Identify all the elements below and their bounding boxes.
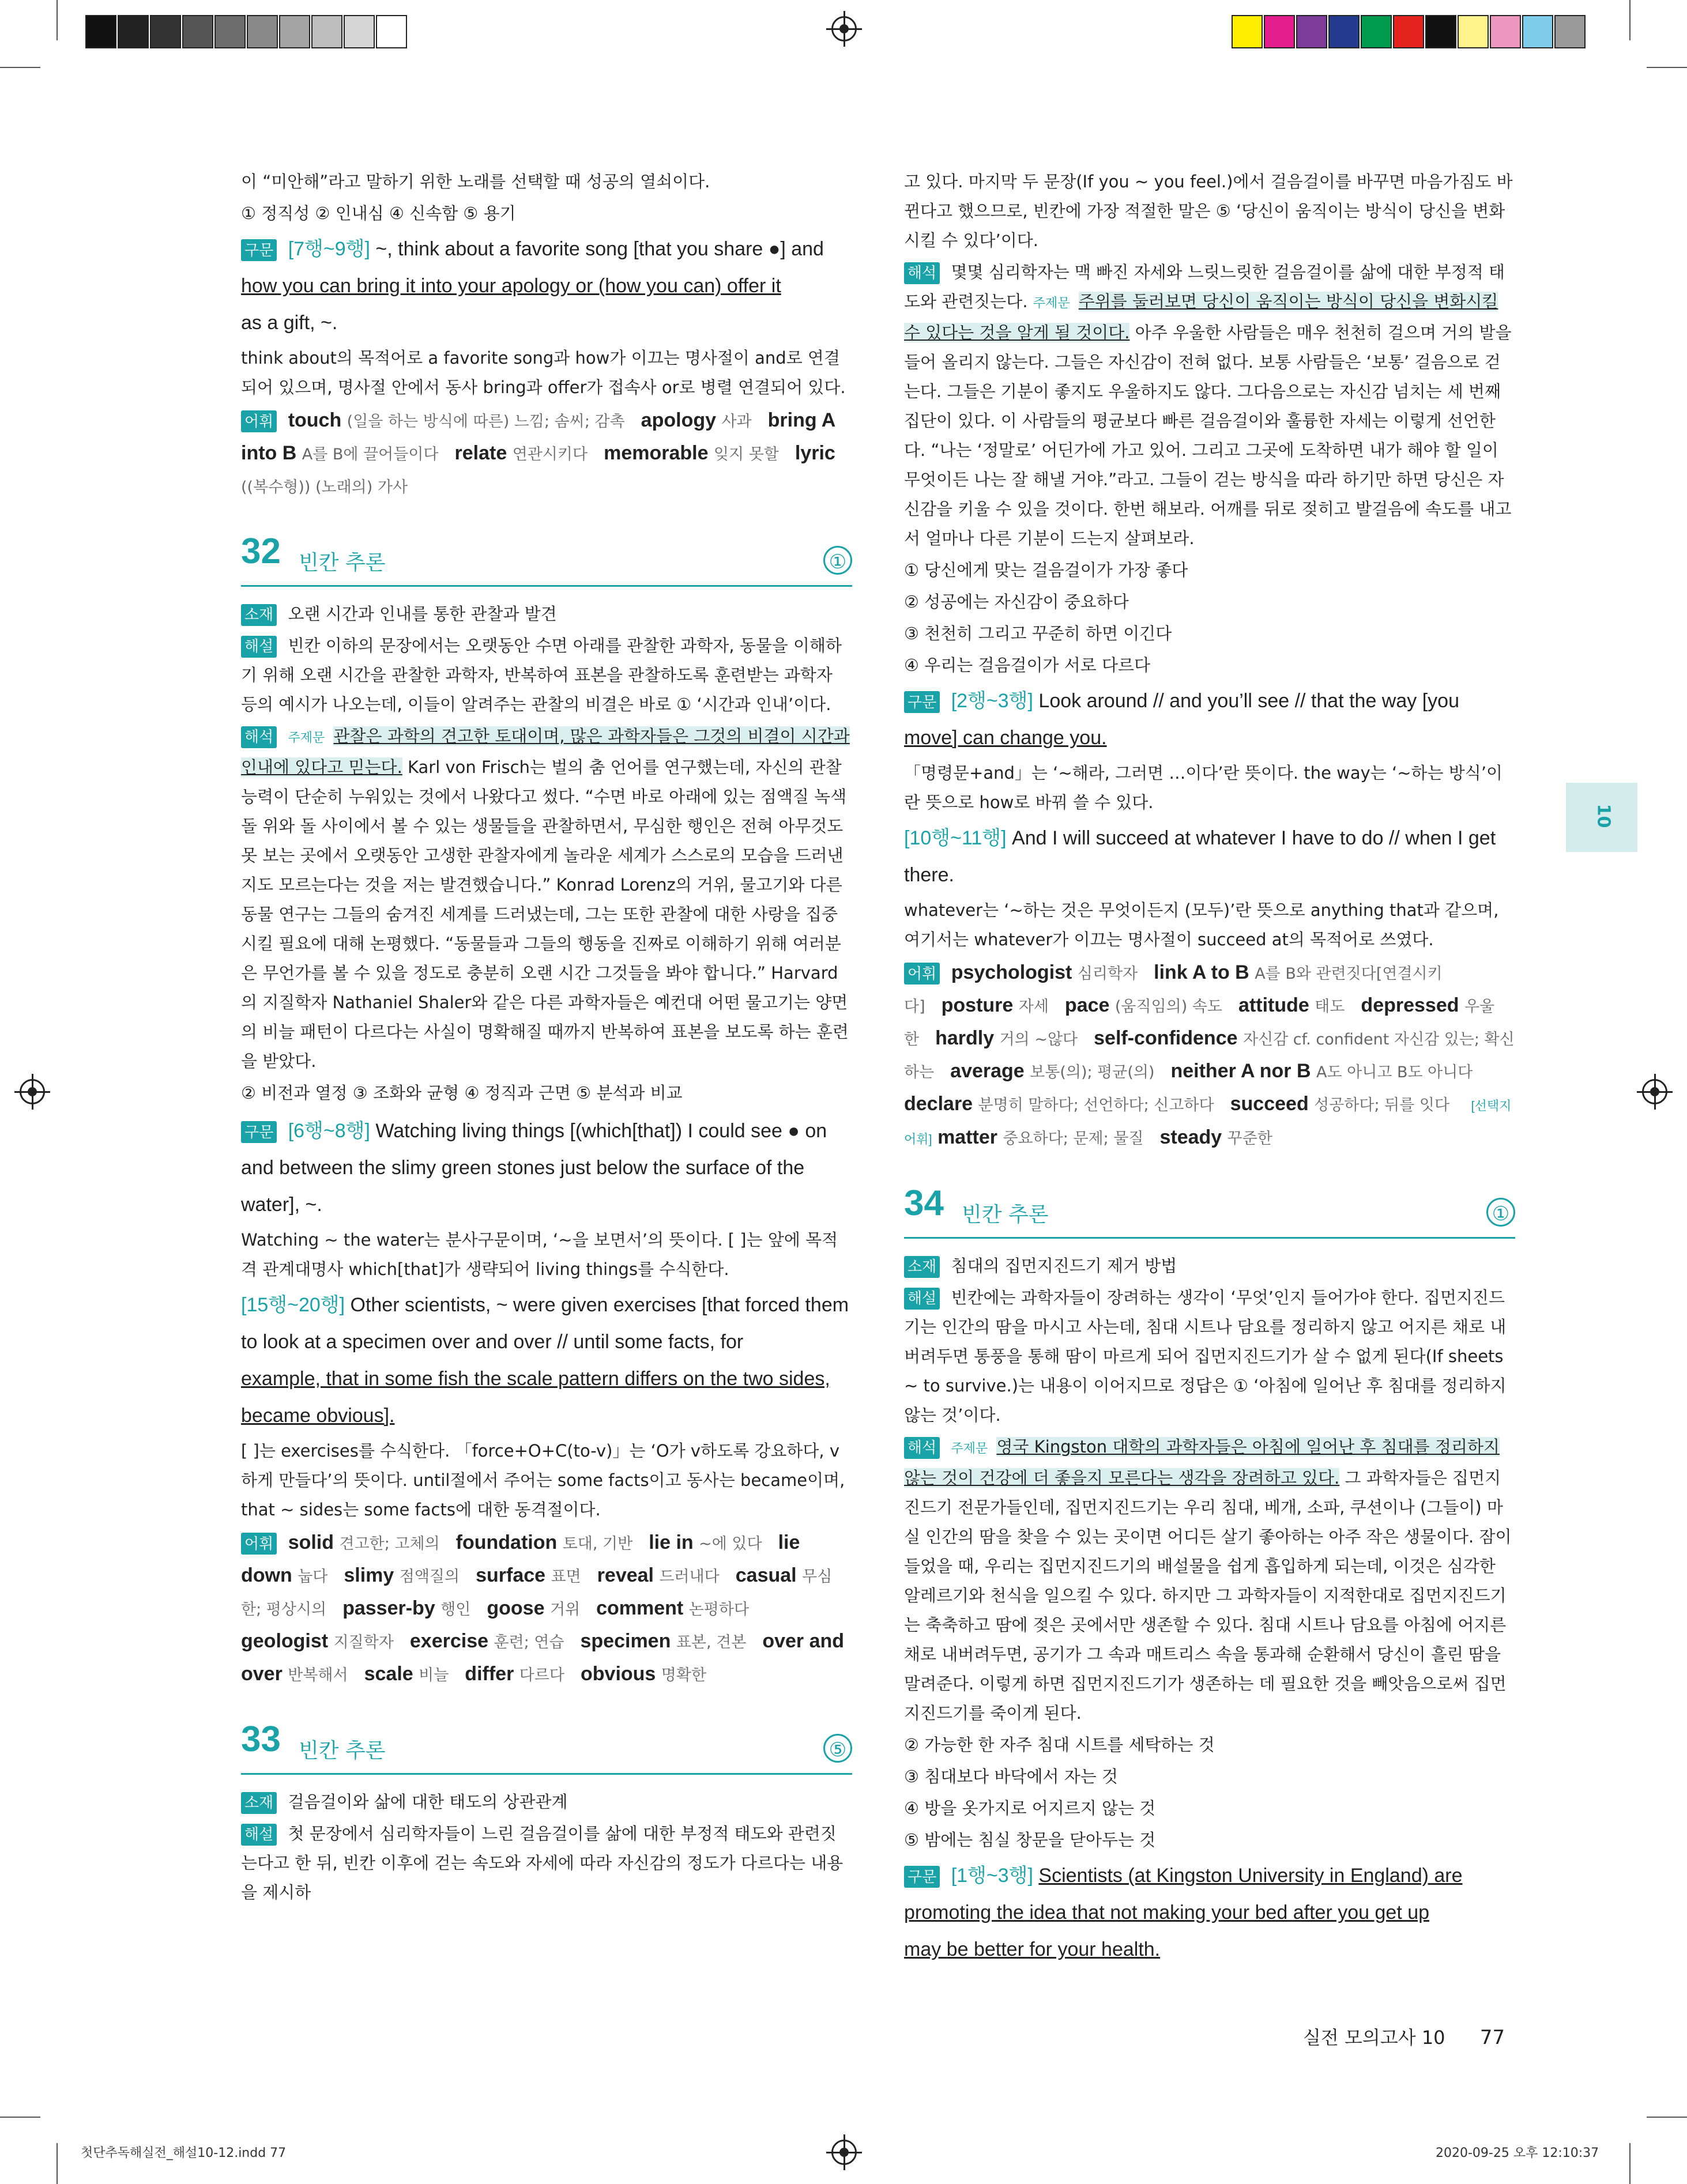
vocab-meaning: 표본, 견본 <box>676 1634 747 1651</box>
color-swatch <box>344 15 375 48</box>
answer-badge: ① <box>823 546 852 575</box>
vocab-word: scale <box>364 1663 419 1685</box>
vocab-word: differ <box>465 1663 519 1685</box>
topic-text: 침대의 집먼지진드기 제거 방법 <box>951 1256 1177 1276</box>
crop-mark <box>1629 0 1630 40</box>
series-name: 실전 모의고사 10 <box>1303 2027 1445 2049</box>
vocab-list <box>241 1532 844 1685</box>
grammar-explanation: [ ]는 exercises를 수식한다. 「force+O+C(to-v)」는 ‘O가 v하도록 강요하다, v하게 만들다’의 뜻이다. until절에서 주어는 some facts이고 동사는 became이며, that ~ sides는 some facts에 대한 동격절이다. <box>241 1441 845 1519</box>
vocab-meaning: 자세 <box>1018 998 1049 1016</box>
vocab-meaning: ((복수형)) (노래의) 가사 <box>241 478 408 496</box>
gumun-label: 구문 <box>904 1866 940 1888</box>
choice-item: ③ 침대보다 바닥에서 자는 것 <box>904 1767 1119 1786</box>
color-swatch <box>1264 15 1295 48</box>
line-reference: [1행~3행] <box>951 1865 1033 1887</box>
vocab-word: depressed <box>1361 994 1464 1016</box>
vocab-word: reveal <box>597 1564 660 1586</box>
topic-line <box>241 599 852 629</box>
choice-item: ③ 천천히 그리고 꾸준히 하면 이긴다 <box>904 624 1172 643</box>
vocab-word: casual <box>735 1564 803 1586</box>
vocab-meaning: 지질학자 <box>333 1634 394 1651</box>
color-swatch <box>1554 15 1586 48</box>
right-column <box>904 167 1515 1970</box>
vocab-meaning: 잊지 못할 <box>713 446 779 463</box>
registration-mark-icon <box>1642 1079 1667 1104</box>
choice-item: ① 당신에게 맞는 걸음걸이가 가장 좋다 <box>904 560 1188 580</box>
vocab-block <box>241 1527 852 1691</box>
vocab-word: lie in <box>649 1532 699 1553</box>
translation-text: 그 과학자들은 집먼지진드기 전문가들인데, 집먼지진드기는 우리 침대, 베개, 소파, 쿠션이나 (그들이) 마실 인간의 땀을 찾을 수 있는 곳이면 어디든 살기 좋아하는 아주 작은 생물이다. 잠이 들었을 때, 우리는 집먼지진드기의 배설물을 쉽게 흡입하게 되는데, 이것은 심각한 알레르기와 천식을 일으킬 수 있다. 하지만 그 과학자들이 지적한대로 집먼지진드기는 축축하고 땀에 젖은 곳에서만 생존할 수 있다. 침대 시트나 담요를 아침에 어지른 채로 내버려두면, 공기가 그 속과 매트리스 속을 통과해 순환해서 당신이 흘린 땀을 말려준다. 이렇게 하면 집먼지진드기가 생존하는 데 필요한 것을 빼앗음으로써 집먼지진드기를 죽이게 된다. <box>904 1468 1512 1723</box>
sojae-label: 소재 <box>241 604 277 626</box>
choice-item: ② 성공에는 자신감이 중요하다 <box>904 592 1129 612</box>
color-swatch <box>1328 15 1360 48</box>
vocab-word: steady <box>1159 1126 1227 1148</box>
vocab-meaning: 성공하다; 뒤를 잇다 <box>1314 1096 1450 1114</box>
vocab-list <box>937 1126 1289 1148</box>
vocab-word: neither A nor B <box>1170 1060 1316 1082</box>
line-reference: [15행~20행] <box>241 1294 345 1316</box>
vocab-word: average <box>950 1060 1030 1082</box>
vocab-list <box>904 961 1515 1115</box>
color-swatch <box>182 15 213 48</box>
vocab-word: specimen <box>580 1630 676 1652</box>
color-swatch <box>1522 15 1553 48</box>
haeseok-label: 해석 <box>904 1437 940 1459</box>
explanation-text: 첫 문장에서 심리학자들이 느린 걸음걸이를 삶에 대한 부정적 태도와 관련짓는다고 한 뒤, 빈칸 이후에 걷는 속도와 자세에 따라 자신감의 정도가 다르다는 내용을 제시하 <box>241 1824 843 1902</box>
vocab-meaning: 드러내다 <box>659 1568 720 1586</box>
vocab-word: over and over <box>241 1630 845 1685</box>
line-reference: [6행~8행] <box>288 1120 370 1142</box>
gumun-block <box>904 682 1515 756</box>
sentence-line: ~, think about a favorite song [that you share ●] and <box>375 238 824 260</box>
vocab-word: surface <box>476 1564 551 1586</box>
vocab-label: 어휘 <box>904 963 940 985</box>
gumun-block <box>241 231 852 341</box>
vocab-meaning: 비늘 <box>419 1666 449 1684</box>
gumun-block <box>241 1112 852 1223</box>
question-header <box>241 1719 852 1775</box>
explanation <box>241 631 852 719</box>
sentence-line: promoting the idea that not making your bed after you get up <box>904 1902 1430 1923</box>
topic-sentence: 영국 Kingston 대학의 과학자들은 아침에 일어난 후 침대를 정리하지 않는 것이 건강에 더 좋을지 모른다는 생각을 장려하고 있다. <box>904 1437 1500 1488</box>
sentence-line: move] can change you. <box>904 727 1107 749</box>
vocab-word: exercise <box>409 1630 494 1652</box>
gumun-label: 구문 <box>241 1121 277 1143</box>
translation <box>904 1432 1515 1728</box>
vocab-word: touch <box>288 409 347 431</box>
vocab-meaning: 견고한; 고체의 <box>339 1535 440 1553</box>
translation-text: 몇몇 심리학자는 맥 빠진 자세와 느릿느릿한 걸음걸이를 삶에 대한 부정적 태도와 관련짓는다. <box>904 262 1505 311</box>
sentence-line: example, that in some fish the scale pattern differs on the two sides, <box>241 1368 830 1390</box>
vocab-word: obvious <box>581 1663 661 1685</box>
question-header <box>904 1183 1515 1239</box>
page-footer <box>1303 2023 1505 2050</box>
vocab-meaning: 꾸준한 <box>1227 1130 1272 1148</box>
explanation <box>241 1819 852 1907</box>
topic-sentence-label: 주제문 <box>951 1442 988 1456</box>
color-swatch <box>1425 15 1456 48</box>
crop-mark <box>57 0 58 40</box>
vocab-meaning: 태도 <box>1315 998 1345 1016</box>
topic-text: 걸음걸이와 삶에 대한 태도의 상관관계 <box>288 1792 568 1812</box>
explanation-text: 빈칸 이하의 문장에서는 오랫동안 수면 아래를 관찰한 과학자, 동물을 이해하기 위해 오랜 시간을 관찰한 과학자, 반복하여 표본을 관찰하도록 훈련받는 과학자 등의 예시가 나오는데, 이들이 알려주는 관찰의 비결은 바로 ① ‘시간과 인내’이다. <box>241 636 842 714</box>
translation <box>904 258 1515 553</box>
sentence-line: Other scientists, ~ were given exercises [that forced them to look at a specimen over and over // until some facts, for <box>241 1294 849 1353</box>
page-number: 77 <box>1479 2026 1505 2049</box>
vocab-meaning: 무심한; 평상시의 <box>241 1568 833 1619</box>
color-swatch <box>1296 15 1327 48</box>
topic-sentence: 관찰은 과학의 견고한 토대이며, 많은 과학자들은 그것의 비결이 시간과 인내에 있다고 믿는다. <box>241 726 850 777</box>
sentence-line: how you can bring it into your apology or (how you can) offer it <box>241 275 781 297</box>
sentence-line: Look around // and you’ll see // that the way [you <box>1038 690 1459 712</box>
vocab-meaning: 거위 <box>549 1601 581 1619</box>
vocab-meaning: 거의 ~않다 <box>999 1031 1078 1048</box>
vocab-word: foundation <box>455 1532 563 1553</box>
translation-text: Karl von Frisch는 벌의 춤 언어를 연구했는데, 자신의 관찰 능력이 단순히 누워있는 것에서 나왔다고 썼다. “수면 바로 아래에 있는 점액질 녹색 돌 위와 돌 사이에서 볼 수 있는 생물들을 관찰하면서, 무심한 행인은 전혀 아무것도 못 보는 곳에서 오랫동안 고생한 관찰자에게 놀라운 세계가 스스로의 모습을 드러낸지도 모르는다는 것을 저는 발견했습니다.” Konrad Lorenz의 거위, 물고기와 다른 동물 연구는 그들의 숨겨진 세계를 드러냈는데, 그는 또한 관찰에 대한 사랑을 집중시킬 필요에 대해 논평했다. “동물들과 그들의 행동을 진짜로 이해하기 위해 여러분은 무언가를 볼 수 있을 정도로 충분히 오랜 시간 그것들을 봐야 합니다.” Harvard의 지질학자 Nathaniel Shaler와 같은 다른 과학자들은 예컨대 어떤 물고기는 양면의 비늘 패턴이 다르다는 사실이 명확해질 때까지 반복하여 표본을 보도록 하는 훈련을 받았다. <box>241 757 849 1071</box>
answer-badge: ① <box>1486 1198 1515 1227</box>
color-swatch <box>118 15 149 48</box>
gumun-block <box>904 820 1515 893</box>
gumun-label: 구문 <box>904 691 940 713</box>
vocab-block <box>241 405 852 503</box>
gumun-block <box>904 1857 1515 1968</box>
color-swatch <box>150 15 181 48</box>
vocab-word: solid <box>288 1532 340 1553</box>
crop-mark <box>1647 2117 1687 2118</box>
vocab-meaning: A도 아니고 B도 아니다 <box>1316 1063 1473 1081</box>
vocab-meaning: 토대, 기반 <box>562 1535 633 1553</box>
registration-mark-icon <box>831 16 857 42</box>
translation <box>241 722 852 1076</box>
vocab-meaning: (일을 하는 방식에 따른) 느낌; 솜씨; 감촉 <box>347 413 625 431</box>
vocab-block <box>904 957 1515 1155</box>
color-swatch <box>311 15 342 48</box>
line-reference: [10행~11행] <box>904 827 1007 849</box>
choices: ② 비전과 열정 ③ 조화와 균형 ④ 정직과 근면 ⑤ 분석과 비교 <box>241 1083 683 1103</box>
registration-mark-icon <box>20 1079 45 1104</box>
color-swatch <box>1490 15 1521 48</box>
haeseol-label: 해설 <box>241 636 277 658</box>
vocab-word: attitude <box>1238 994 1315 1016</box>
color-swatch <box>376 15 407 48</box>
explanation-continued: 고 있다. 마지막 두 문장(If you ~ you feel.)에서 걸음걸이를 바꾸면 마음가짐도 바뀐다고 했으므로, 빈칸에 가장 적절한 말은 ⑤ ‘당신이 움직이는 방식이 당신을 변화시킬 수 있다’이다. <box>904 172 1513 250</box>
sentence-line: Scientists (at Kingston University in England) are <box>1038 1865 1463 1887</box>
vocab-meaning: 보통(의); 평균(의) <box>1030 1063 1155 1081</box>
left-column <box>241 167 852 1910</box>
sentence-line: Watching living things [(which[that]) I could see ● on and between the slimy green stones just below the surface of the water], ~. <box>241 1120 827 1216</box>
vocab-word: relate <box>454 442 513 464</box>
question-number: 34 <box>904 1183 944 1223</box>
color-swatch <box>85 15 116 48</box>
topic-line <box>904 1251 1515 1281</box>
topic-sentence: 주위를 둘러보면 당신이 움직이는 방식이 당신을 변화시킬 수 있다는 것을 알게 될 것이다. <box>904 292 1498 342</box>
line-reference: [7행~9행] <box>288 238 370 260</box>
vocab-word: declare <box>904 1093 978 1115</box>
print-slug-right: 2020-09-25 오후 12:10:37 <box>1436 2146 1599 2160</box>
color-swatch <box>279 15 310 48</box>
grammar-explanation: whatever는 ‘~하는 것은 무엇이든지 (모두)’란 뜻으로 anything that과 같으며, 여기서는 whatever가 이끄는 명사절이 succeed at의 목적어로 쓰였다. <box>904 900 1499 949</box>
color-swatch <box>247 15 278 48</box>
vocab-meaning: A를 B에 끌어들이다 <box>302 446 439 463</box>
vocab-meaning: 사과 <box>721 413 752 431</box>
sentence-line: And I will succeed at whatever I have to do // when I get there. <box>904 827 1496 886</box>
vocab-word: geologist <box>241 1630 334 1652</box>
vocab-label: 어휘 <box>241 410 277 432</box>
vocab-word: passer-by <box>342 1597 441 1619</box>
sentence-line: became obvious]. <box>241 1405 395 1427</box>
vocab-word: succeed <box>1230 1093 1315 1115</box>
haeseol-label: 해설 <box>904 1288 940 1310</box>
vocab-meaning: 행인 <box>440 1601 471 1619</box>
topic-sentence-label: 주제문 <box>288 731 325 745</box>
intro-line: 이 “미안해”라고 말하기 위한 노래를 선택할 때 성공의 열쇠이다. <box>241 172 710 191</box>
color-swatch <box>1361 15 1392 48</box>
vocab-meaning: A를 B와 관련짓다[연결시키다] <box>904 965 1443 1016</box>
grammar-explanation: 「명령문+and」는 ‘~해라, 그러면 …이다’란 뜻이다. the way는 ‘~하는 방식’이란 뜻으로 how로 바꿔 쓸 수 있다. <box>904 763 1503 812</box>
explanation <box>904 1283 1515 1430</box>
vocab-list <box>241 409 835 497</box>
question-type: 빈칸 추론 <box>962 1203 1049 1227</box>
vocab-meaning: 다르다 <box>519 1666 564 1684</box>
question-number: 32 <box>241 531 281 571</box>
vocab-meaning: 눕다 <box>298 1568 328 1586</box>
vocab-word: posture <box>941 994 1019 1016</box>
translation-text: 아주 우울한 사람들은 매우 천천히 걸으며 거의 발을 들어 올리지 않는다. 그들은 자신감이 전혀 없다. 보통 사람들은 ‘보통’ 걸음으로 걷는다. 그들은 기분이 좋지도 우울하지도 않다. 그다음으로는 자신감 넘치는 세 번째 집단이 있다. 이 사람들의 평균보다 빠른 걸음걸이와 훌륭한 자세는 이렇게 선언한다. “나는 ‘정말로’ 어딘가에 가고 있어. 그리고 그곳에 도착하면 내가 해야 할 일이 무엇이든 나는 잘 해낼 거야.”라고. 그들이 걷는 방식을 따라 하기만 하면 당신은 자신감을 키울 수 있을 것이다. 한번 해보라. 어깨를 뒤로 젖히고 발걸음에 속도를 내고서 얼마나 다른 기분이 드는지 살펴보라. <box>904 323 1512 548</box>
choice-item: ④ 우리는 걸음걸이가 서로 다르다 <box>904 655 1151 675</box>
registration-mark-icon <box>831 2140 857 2165</box>
crop-mark <box>0 2117 40 2118</box>
question-type: 빈칸 추론 <box>299 1739 386 1763</box>
vocab-word: psychologist <box>951 961 1078 983</box>
sentence-line: as a gift, ~. <box>241 312 338 334</box>
vocab-meaning: 분명히 말하다; 선언하다; 신고하다 <box>978 1096 1214 1114</box>
sojae-label: 소재 <box>904 1256 940 1278</box>
gumun-label: 구문 <box>241 239 277 261</box>
crop-mark <box>1647 67 1687 68</box>
vocab-meaning: 반복해서 <box>288 1666 348 1684</box>
color-swatch <box>1458 15 1489 48</box>
vocab-word: slimy <box>344 1564 400 1586</box>
vocab-word: hardly <box>935 1027 1000 1049</box>
choice-item: ⑤ 밤에는 침실 창문을 닫아두는 것 <box>904 1830 1156 1850</box>
gumun-block <box>241 1287 852 1434</box>
haeseok-label: 해석 <box>241 726 277 748</box>
vocab-meaning: 훈련; 연습 <box>494 1634 564 1651</box>
vocab-meaning: 자신감 cf. confident 자신감 있는; 확신하는 <box>904 1031 1515 1081</box>
color-swatch <box>1232 15 1263 48</box>
haeseok-label: 해석 <box>904 262 940 284</box>
chapter-side-tab: 10 <box>1566 783 1637 852</box>
choice-item: ④ 방을 옷가지로 어지르지 않는 것 <box>904 1798 1156 1818</box>
topic-text: 오랜 시간과 인내를 통한 관찰과 발견 <box>288 604 557 624</box>
grammar-explanation: think about의 목적어로 a favorite song과 how가 이끄는 명사절이 and로 연결되어 있으며, 명사절 안에서 동사 bring과 offer가 접속사 or로 병렬 연결되어 있다. <box>241 348 846 397</box>
line-reference: [2행~3행] <box>951 690 1033 712</box>
vocab-meaning: (움직임의) 속도 <box>1114 998 1223 1016</box>
vocab-word: bring A into B <box>241 409 835 464</box>
crop-mark <box>1629 2143 1630 2184</box>
crop-mark <box>0 67 40 68</box>
vocab-meaning: 논평하다 <box>688 1601 750 1619</box>
choices-list <box>904 1730 1515 1855</box>
vocab-word: comment <box>596 1597 689 1619</box>
sojae-label: 소재 <box>241 1792 277 1814</box>
question-type: 빈칸 추론 <box>299 551 386 575</box>
topic-sentence-label: 주제문 <box>1033 296 1070 311</box>
vocab-word: matter <box>937 1126 1003 1148</box>
vocab-word: self-confidence <box>1094 1027 1243 1049</box>
print-slug-left: 첫단추독해실전_해설10-12.indd 77 <box>81 2146 287 2160</box>
vocab-word: lie down <box>241 1532 800 1586</box>
vocab-word: link A to B <box>1154 961 1255 983</box>
vocab-word: apology <box>641 409 722 431</box>
choices-list <box>904 556 1515 680</box>
vocab-meaning: ~에 있다 <box>699 1535 762 1553</box>
question-header <box>241 531 852 587</box>
vocab-meaning: 연관시키다 <box>512 446 588 463</box>
vocab-meaning: 표면 <box>551 1568 581 1586</box>
answer-badge: ⑤ <box>823 1734 852 1763</box>
vocab-meaning: 점액질의 <box>399 1568 460 1586</box>
vocab-word: goose <box>487 1597 550 1619</box>
vocab-word: lyric <box>794 442 835 464</box>
topic-line <box>241 1787 852 1817</box>
vocab-meaning: 명확한 <box>661 1666 707 1684</box>
crop-mark <box>57 2143 58 2184</box>
intro-choices: ① 정직성 ② 인내심 ④ 신속함 ⑤ 용기 <box>241 203 516 223</box>
grammar-explanation: Watching ~ the water는 분사구문이며, ‘~을 보면서’의 뜻이다. [ ]는 앞에 목적격 관계대명사 which[that]가 생략되어 living things를 수식한다. <box>241 1230 838 1279</box>
color-swatch <box>1393 15 1424 48</box>
vocab-word: pace <box>1064 994 1115 1016</box>
choice-vocab-label: [선택지 어휘] <box>904 1099 1512 1146</box>
question-number: 33 <box>241 1719 281 1759</box>
vocab-word: memorable <box>604 442 714 464</box>
sentence-line: may be better for your health. <box>904 1938 1161 1960</box>
explanation-text: 빈칸에는 과학자들이 장려하는 생각이 ‘무엇’인지 들어가야 한다. 집먼지진드기는 인간의 땀을 마시고 사는데, 침대 시트나 담요를 정리하지 않고 어지른 채로 내버려두면 통풍을 통해 땀이 마르게 되어 집먼지진드기가 살 수 없게 된다(If sheets ~ to survive.)는 내용이 이어지므로 정답은 ① ‘아침에 일어난 후 침대를 정리하지 않는 것’이다. <box>904 1288 1507 1425</box>
vocab-label: 어휘 <box>241 1533 277 1555</box>
haeseol-label: 해설 <box>241 1824 277 1846</box>
vocab-meaning: 심리학자 <box>1077 965 1138 983</box>
color-swatch <box>214 15 246 48</box>
vocab-meaning: 중요하다; 문제; 물질 <box>1003 1130 1144 1148</box>
vocab-meaning: 우울한 <box>904 998 1495 1048</box>
choice-item: ② 가능한 한 자주 침대 시트를 세탁하는 것 <box>904 1735 1215 1755</box>
